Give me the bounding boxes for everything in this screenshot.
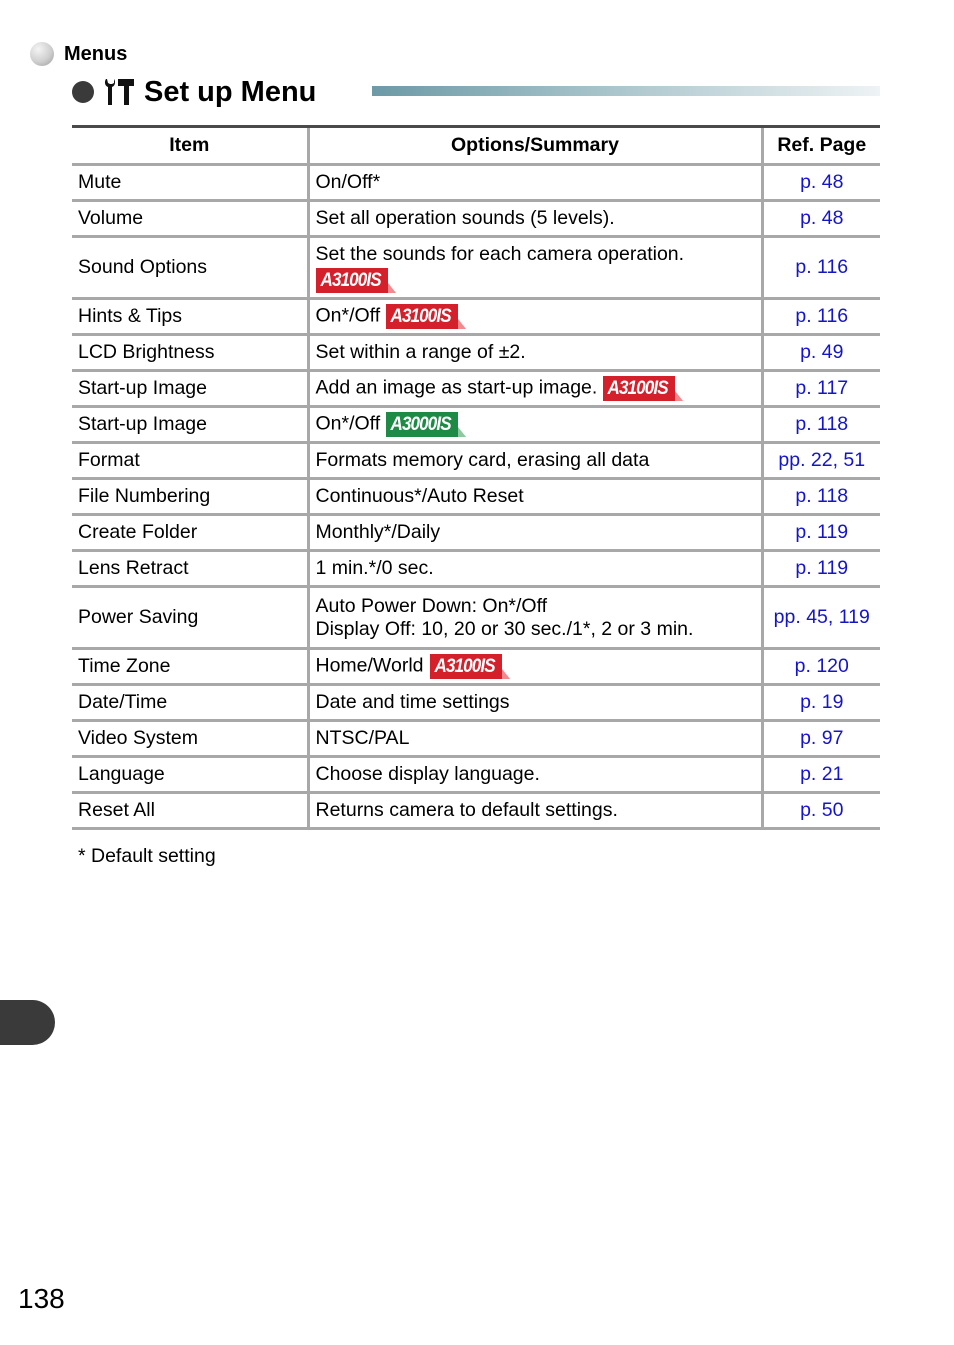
gray-circle-icon <box>30 42 54 66</box>
options-cell <box>308 587 762 649</box>
table-row <box>72 649 880 685</box>
setup-menu-table <box>72 125 880 830</box>
item-cell: Start-up Image <box>72 407 308 443</box>
options-cell: NTSC/PAL <box>308 721 762 757</box>
item-cell: Date/Time <box>72 685 308 721</box>
table-row <box>72 165 880 201</box>
ref-page-link[interactable]: p. 19 <box>762 685 880 721</box>
ref-page-link[interactable]: pp. 45, 119 <box>762 587 880 649</box>
options-text: Home/World <box>315 654 424 677</box>
table-row <box>72 551 880 587</box>
options-cell: Choose display language. <box>308 757 762 793</box>
ref-page-link[interactable]: p. 116 <box>762 237 880 299</box>
item-cell: Format <box>72 443 308 479</box>
options-text: Set the sounds for each camera operation. <box>315 242 685 265</box>
page-number: 138 <box>18 1283 65 1314</box>
table-header-row <box>72 127 880 165</box>
model-badge-a3100is: A3100IS <box>386 304 458 329</box>
table-row <box>72 793 880 829</box>
item-cell: Power Saving <box>72 587 308 649</box>
table-row <box>72 685 880 721</box>
ref-page-link[interactable]: p. 21 <box>762 757 880 793</box>
menu-title <box>72 72 316 112</box>
model-badge-a3000is: A3000IS <box>386 412 458 437</box>
table-row <box>72 335 880 371</box>
ref-page-link[interactable]: p. 118 <box>762 479 880 515</box>
model-badge-a3100is: A3100IS <box>430 654 502 679</box>
ref-page-link[interactable]: pp. 22, 51 <box>762 443 880 479</box>
ref-page-link[interactable]: p. 118 <box>762 407 880 443</box>
model-badge-a3100is: A3100IS <box>316 268 388 293</box>
table-row <box>72 407 880 443</box>
options-text-line2: Display Off: 10, 20 or 30 sec./1*, 2 or 3 min. <box>315 617 694 640</box>
options-text: Auto Power Down: On*/Off <box>315 594 548 617</box>
footnote: * Default setting <box>78 845 216 867</box>
options-cell <box>308 299 762 335</box>
options-cell: Formats memory card, erasing all data <box>308 443 762 479</box>
item-cell: Create Folder <box>72 515 308 551</box>
options-cell <box>308 649 762 685</box>
table-row <box>72 201 880 237</box>
bullet-dot-icon <box>72 81 94 103</box>
table-row <box>72 371 880 407</box>
options-cell <box>308 371 762 407</box>
ref-page-link[interactable]: p. 119 <box>762 515 880 551</box>
item-cell: Volume <box>72 201 308 237</box>
table-row <box>72 587 880 649</box>
options-cell: Set all operation sounds (5 levels). <box>308 201 762 237</box>
options-text: On*/Off <box>315 304 381 327</box>
ref-page-link[interactable]: p. 116 <box>762 299 880 335</box>
item-cell: Start-up Image <box>72 371 308 407</box>
table-row <box>72 443 880 479</box>
table-row <box>72 515 880 551</box>
table-row <box>72 757 880 793</box>
title-decorative-bar <box>372 86 880 96</box>
ref-page-link[interactable]: p. 120 <box>762 649 880 685</box>
wrench-hammer-icon <box>102 76 136 108</box>
ref-page-link[interactable]: p. 48 <box>762 165 880 201</box>
item-cell: Lens Retract <box>72 551 308 587</box>
page-title: Set up Menu <box>144 75 317 108</box>
model-badge-a3100is: A3100IS <box>603 376 675 401</box>
item-cell: Reset All <box>72 793 308 829</box>
table-row <box>72 237 880 299</box>
options-cell <box>308 407 762 443</box>
options-cell: Date and time settings <box>308 685 762 721</box>
options-cell: Monthly*/Daily <box>308 515 762 551</box>
ref-page-link[interactable]: p. 117 <box>762 371 880 407</box>
item-cell: Sound Options <box>72 237 308 299</box>
item-cell: LCD Brightness <box>72 335 308 371</box>
ref-page-link[interactable]: p. 119 <box>762 551 880 587</box>
header-options: Options/Summary <box>308 127 762 165</box>
ref-page-link[interactable]: p. 48 <box>762 201 880 237</box>
section-label: Menus <box>64 42 128 65</box>
item-cell: Mute <box>72 165 308 201</box>
options-text: On*/Off <box>315 412 381 435</box>
ref-page-link[interactable]: p. 50 <box>762 793 880 829</box>
header-item: Item <box>72 127 308 165</box>
table-row <box>72 721 880 757</box>
options-cell <box>308 237 762 299</box>
ref-page-link[interactable]: p. 49 <box>762 335 880 371</box>
item-cell: Video System <box>72 721 308 757</box>
item-cell: Hints & Tips <box>72 299 308 335</box>
ref-page-link[interactable]: p. 97 <box>762 721 880 757</box>
item-cell: Time Zone <box>72 649 308 685</box>
options-cell: Returns camera to default settings. <box>308 793 762 829</box>
options-cell: On/Off* <box>308 165 762 201</box>
options-text: Add an image as start-up image. <box>315 376 598 399</box>
header-ref-page: Ref. Page <box>762 127 880 165</box>
chapter-side-tab <box>0 1000 55 1045</box>
table-row <box>72 479 880 515</box>
table-row <box>72 299 880 335</box>
options-cell: Continuous*/Auto Reset <box>308 479 762 515</box>
item-cell: File Numbering <box>72 479 308 515</box>
item-cell: Language <box>72 757 308 793</box>
section-header <box>30 40 127 68</box>
options-cell: Set within a range of ±2. <box>308 335 762 371</box>
options-cell: 1 min.*/0 sec. <box>308 551 762 587</box>
